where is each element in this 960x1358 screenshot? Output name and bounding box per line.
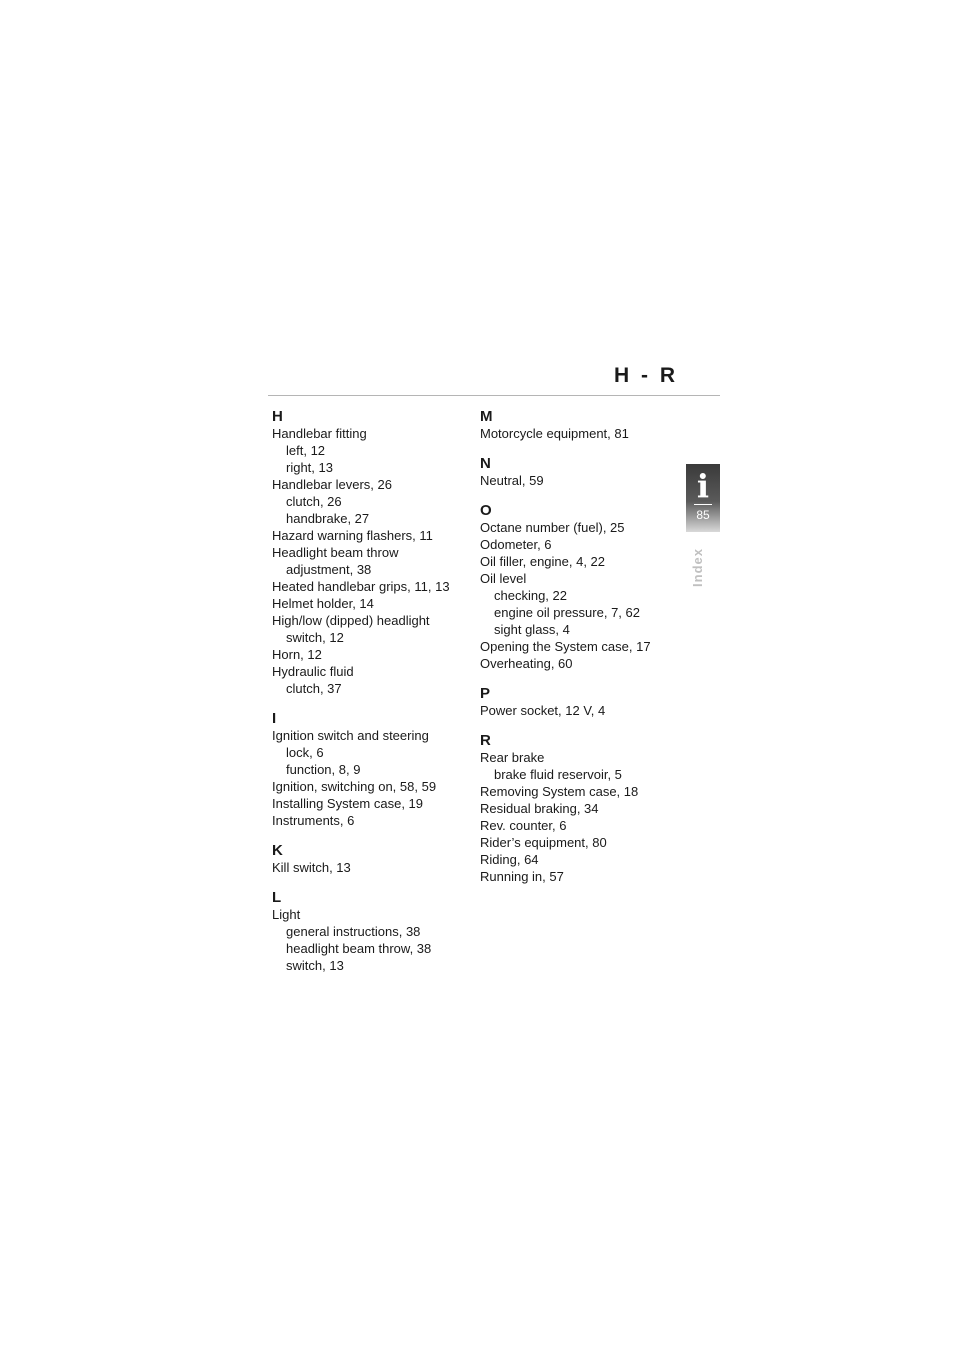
- index-subentry: lock, 6: [286, 745, 324, 760]
- index-entry: Running in, 57: [480, 869, 564, 884]
- index-section: [480, 732, 680, 885]
- index-subentry: clutch, 26: [286, 494, 342, 509]
- index-entry: Kill switch, 13: [272, 860, 351, 875]
- index-subentry: sight glass, 4: [494, 622, 570, 637]
- index-column-right: [480, 408, 680, 885]
- index-subentry: clutch, 37: [286, 681, 342, 696]
- section-letter: L: [272, 889, 282, 906]
- index-entry: Residual braking, 34: [480, 801, 599, 816]
- title-divider: [268, 395, 720, 396]
- index-section: [480, 502, 680, 672]
- index-entry: Oil level: [480, 571, 527, 586]
- index-entry: Neutral, 59: [480, 473, 544, 488]
- index-entry: Rev. counter, 6: [480, 818, 567, 833]
- index-subentry: handbrake, 27: [286, 511, 370, 526]
- section-letter: I: [272, 710, 277, 727]
- index-section: [272, 842, 472, 876]
- index-entry: Riding, 64: [480, 852, 539, 867]
- section-letter: M: [480, 408, 493, 425]
- index-entry: Octane number (fuel), 25: [480, 520, 625, 535]
- index-entry: Motorcycle equipment, 81: [480, 426, 629, 441]
- index-subentry: switch, 13: [286, 958, 344, 973]
- index-subentry: checking, 22: [494, 588, 567, 603]
- index-entry: Oil filler, engine, 4, 22: [480, 554, 606, 569]
- index-section: [480, 455, 680, 489]
- section-letter: N: [480, 455, 491, 472]
- page-title: H - R: [614, 364, 678, 387]
- section-letter: O: [480, 502, 492, 519]
- index-entry: Rider’s equipment, 80: [480, 835, 607, 850]
- index-section: [480, 408, 680, 442]
- index-entry: Opening the System case, 17: [480, 639, 651, 654]
- section-letter: H: [272, 408, 283, 425]
- index-entry: Headlight beam throw: [272, 545, 399, 560]
- info-icon: i: [696, 467, 710, 505]
- tab-divider: [694, 504, 712, 505]
- index-entry: Rear brake: [480, 750, 545, 765]
- index-subentry: headlight beam throw, 38: [286, 941, 432, 956]
- index-entry: Helmet holder, 14: [272, 596, 374, 611]
- index-entry: Installing System case, 19: [272, 796, 424, 811]
- index-entry: Power socket, 12 V, 4: [480, 703, 606, 718]
- index-entry: Heated handlebar grips, 11, 13: [272, 579, 450, 594]
- index-subentry: engine oil pressure, 7, 62: [494, 605, 640, 620]
- section-letter: R: [480, 732, 491, 749]
- index-entry: Removing System case, 18: [480, 784, 639, 799]
- index-entry: Odometer, 6: [480, 537, 552, 552]
- index-entry: Ignition switch and steering: [272, 728, 429, 743]
- index-entry: Hydraulic fluid: [272, 664, 354, 679]
- index-entry: Handlebar fitting: [272, 426, 367, 441]
- index-section: [480, 685, 680, 719]
- section-letter: P: [480, 685, 491, 702]
- index-subentry: right, 13: [286, 460, 333, 475]
- index-section: [272, 710, 472, 829]
- index-subentry: brake fluid reservoir, 5: [494, 767, 622, 782]
- index-tab[interactable]: [686, 464, 720, 532]
- index-entry: Overheating, 60: [480, 656, 573, 671]
- index-section: [272, 889, 472, 974]
- index-subentry: adjustment, 38: [286, 562, 372, 577]
- index-section: [272, 408, 472, 697]
- index-column-left: [272, 408, 472, 974]
- index-entry: Instruments, 6: [272, 813, 355, 828]
- index-entry: High/low (dipped) headlight: [272, 613, 430, 628]
- index-entry: Horn, 12: [272, 647, 322, 662]
- index-entry: Hazard warning flashers, 11: [272, 528, 433, 543]
- index-subentry: left, 12: [286, 443, 326, 458]
- index-entry: Ignition, switching on, 58, 59: [272, 779, 437, 794]
- section-letter: K: [272, 842, 283, 859]
- index-subentry: function, 8, 9: [286, 762, 361, 777]
- index-entry: Light: [272, 907, 301, 922]
- section-label: Index: [690, 548, 705, 587]
- index-entry: Handlebar levers, 26: [272, 477, 392, 492]
- index-subentry: general instructions, 38: [286, 924, 421, 939]
- page-number: 85: [696, 508, 710, 522]
- index-subentry: switch, 12: [286, 630, 344, 645]
